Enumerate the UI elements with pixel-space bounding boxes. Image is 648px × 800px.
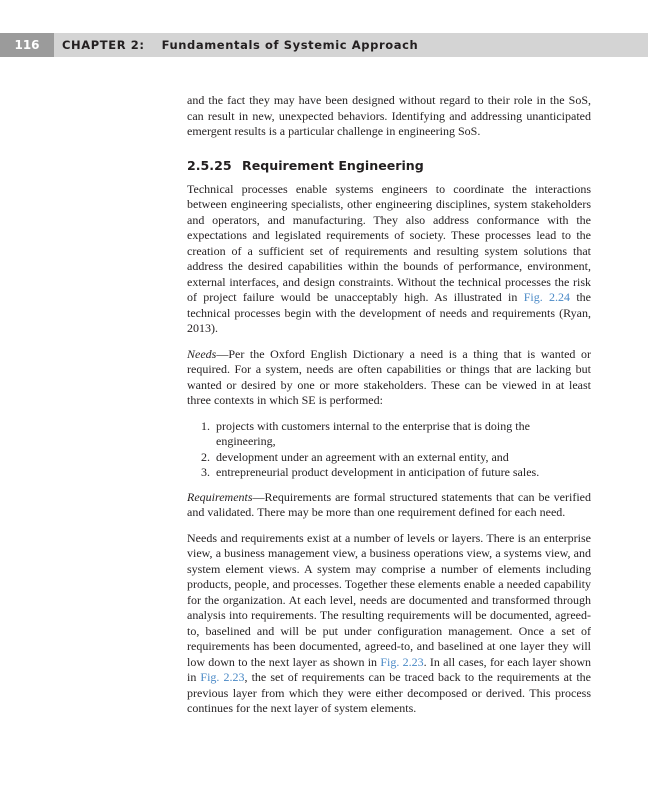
page-number: 116 <box>0 33 54 57</box>
figure-link-2-23[interactable]: Fig. 2.23 <box>380 654 424 669</box>
paragraph-text: —Per the Oxford English Dictionary a need is a thing that is wanted or required. For a system, needs are often capabilities or things that are lacking but wanted or desired by one or more stakeholders. These can be viewed in at least three contexts in which SE is performed: <box>187 346 591 407</box>
chapter-title: Fundamentals of Systemic Approach <box>161 38 419 52</box>
list-item <box>187 450 591 466</box>
page-body <box>187 93 591 727</box>
list-number: 3. <box>201 465 210 479</box>
contexts-list <box>187 419 591 481</box>
paragraph-text: —Requirements are formal structured statements that can be verified and validated. There may be more than one requirement defined for each need. <box>187 489 591 519</box>
section-number: 2.5.25 <box>187 157 232 173</box>
list-number: 1. <box>201 418 210 433</box>
list-item <box>187 465 591 481</box>
needs-term: Needs <box>187 346 217 361</box>
list-text: development under an agreement with an external entity, and <box>216 449 509 464</box>
figure-link-2-24[interactable]: Fig. 2.24 <box>523 290 571 304</box>
list-text: entrepreneurial product development in anticipation of future sales. <box>216 465 540 479</box>
chapter-label: CHAPTER 2: <box>62 38 145 52</box>
section-heading <box>187 158 591 174</box>
running-header <box>0 33 648 57</box>
list-number: 2. <box>201 449 210 464</box>
paragraph-text: . In all cases, for each layer shown in <box>187 654 592 684</box>
requirements-term: Requirements <box>187 489 253 504</box>
paragraph-text: , the set of requirements can be traced back to the requirements at the previous layer from which they were either decomposed or derived. This process continues for the next layer of system elements. <box>187 670 592 715</box>
levels-paragraph <box>187 531 591 717</box>
figure-link-2-23[interactable]: Fig. 2.23 <box>200 670 245 684</box>
requirements-paragraph <box>187 490 591 521</box>
section-title: Requirement Engineering <box>242 157 424 173</box>
technical-processes-paragraph <box>187 182 591 337</box>
needs-paragraph <box>187 347 591 409</box>
running-head-title <box>62 33 418 57</box>
paragraph-text: Needs and requirements exist at a number of levels or layers. There is an enterprise view, a business management view, a business operations view, a systems view, and system element views. A system may comprise a number of elements including products, people, and processes. Together these elements enable a needed capability for the organization. At each level, needs are documented and transformed through analysis into requirements. The resulting requirements will be documented, agreed-to, baselined and will be put under configuration management. Once a set of requirements has been documented, agreed-to, and baselined at one layer they will low down to the next layer as shown in <box>187 530 591 669</box>
paragraph-text: the technical processes begin with the development of needs and requirements (Ryan, 2013). <box>187 290 591 335</box>
list-item <box>187 419 591 450</box>
list-text: projects with customers internal to the enterprise that is doing the engineering, <box>216 418 530 448</box>
intro-paragraph: and the fact they may have been designed without regard to their role in the SoS, can result in new, unexpected behaviors. Identifying and addressing unanticipated emergent results is a particular challenge in engineering SoS. <box>187 93 591 138</box>
paragraph-text: Technical processes enable systems engineers to coordinate the interactions between engineering specialists, other engineering disciplines, system stakeholders and operators, and manufacturing. They also address conformance with the expectations and legislated requirements of society. These processes lead to the creation of a sufficient set of requirements and resulting system solutions that address the desired capabilities within the bounds of performance, environment, external interfaces, and design constraints. Without the technical processes the risk of project failure would be unacceptably high. As illustrated in <box>187 181 591 304</box>
